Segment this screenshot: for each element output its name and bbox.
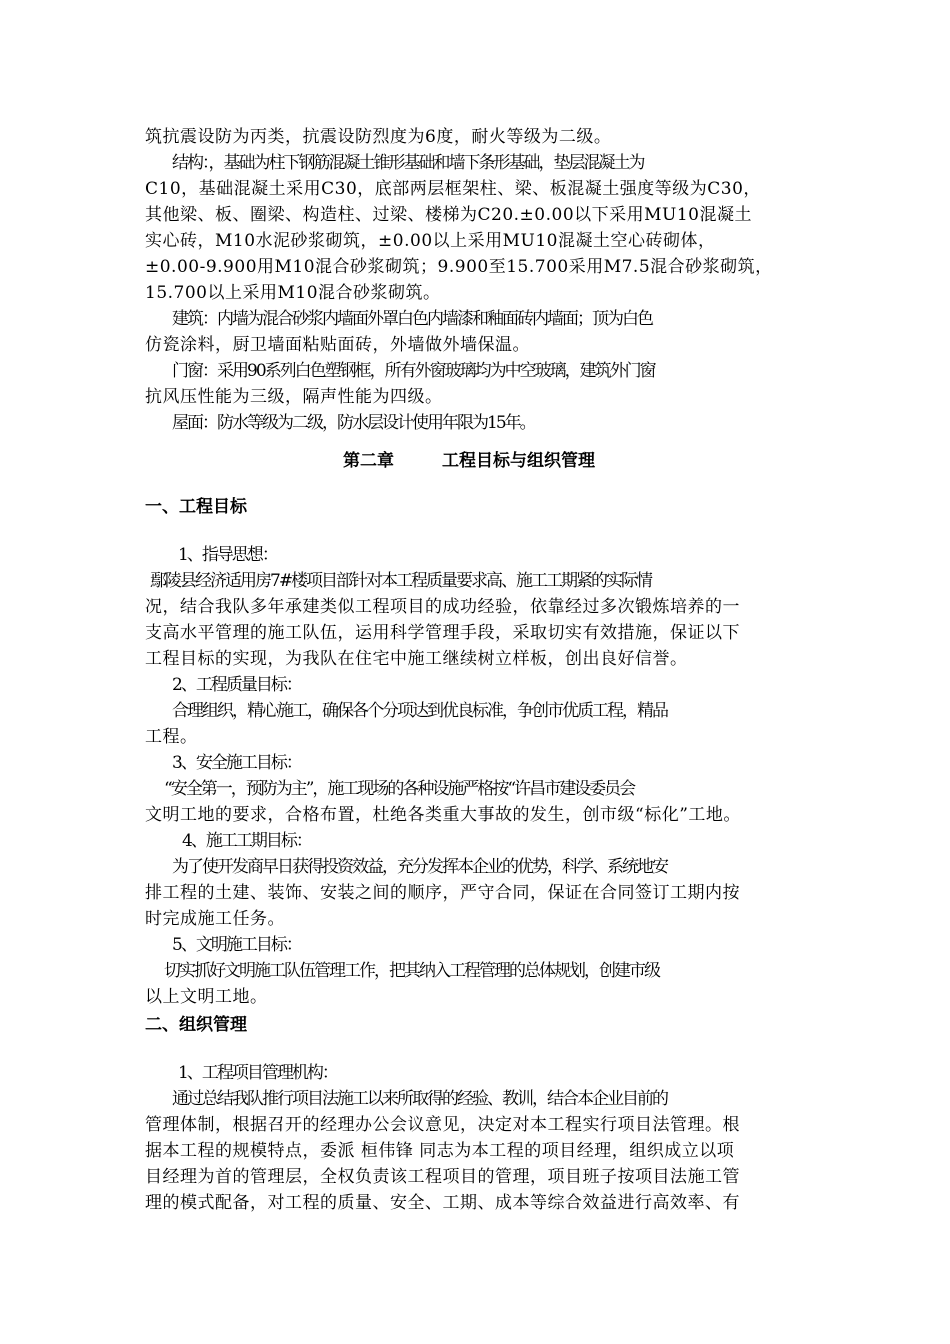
text-line: ±0.00-9.900用M10混合砂浆砌筑；9.900至15.700采用M7.5混合砂浆砌筑， — [145, 257, 773, 277]
text-line: 其他梁、板、圈梁、构造柱、过梁、楼梯为C20.±0.00以下采用MU10混凝土 — [145, 205, 753, 225]
section-heading: 一、工程目标 — [145, 497, 247, 517]
chapter-heading — [343, 448, 595, 474]
text-line: 工程。 — [145, 727, 198, 747]
text-line: 3、安全施工目标： — [172, 753, 301, 773]
text-line: 仿瓷涂料，厨卫墙面粘贴面砖，外墙做外墙保温。 — [145, 335, 530, 355]
text-line: 时完成施工任务。 — [145, 909, 285, 929]
chapter-number: 第二章 — [343, 451, 394, 471]
text-line: 以上文明工地。 — [145, 987, 268, 1007]
text-line: 文明工地的要求，合格布置，杜绝各类重大事故的发生，创市级“标化”工地。 — [145, 805, 741, 825]
text-line: 屋面：防水等级为二级，防水层设计使用年限为15年。 — [172, 413, 535, 433]
text-line: 2、工程质量目标： — [172, 675, 301, 695]
text-line: 抗风压性能为三级，隔声性能为四级。 — [145, 387, 443, 407]
text-line: 1、工程项目管理机构： — [178, 1063, 337, 1083]
text-line: 目经理为首的管理层，全权负责该工程项目的管理，项目班子按项目法施工管 — [145, 1167, 740, 1187]
text-line: 工程目标的实现，为我队在住宅中施工继续树立样板，创出良好信誉。 — [145, 649, 688, 669]
text-line: C10，基础混凝土采用C30，底部两层框架柱、梁、板混凝土强度等级为C30， — [145, 179, 761, 199]
text-line: 切实抓好文明施工队伍管理工作，把其纳入工程管理的总体规划，创建市级 — [164, 961, 659, 981]
text-line: 合理组织，精心施工，确保各个分项达到优良标准，争创市优质工程，精品 — [172, 701, 667, 721]
text-line: 鄢陵县经济适用房7#楼项目部针对本工程质量要求高、施工工期紧的实际情 — [150, 571, 652, 591]
text-line: 况，结合我队多年承建类似工程项目的成功经验，依靠经过多次锻炼培养的一 — [145, 597, 740, 617]
text-line: “安全第一，预防为主”，施工现场的各种设施严格按“许昌市建设委员会 — [164, 779, 635, 799]
text-line: 实心砖，M10水泥砂浆砌筑，±0.00以上采用MU10混凝土空心砖砌体， — [145, 231, 716, 251]
text-line: 4、施工工期目标： — [182, 831, 311, 851]
section-heading: 二、组织管理 — [145, 1015, 247, 1035]
chapter-title: 工程目标与组织管理 — [442, 451, 595, 471]
text-line: 筑抗震设防为丙类，抗震设防烈度为6度，耐火等级为二级。 — [145, 127, 612, 147]
text-line: 为了使开发商早日获得投资效益，充分发挥本企业的优势，科学、系统地安 — [172, 857, 667, 877]
text-line: 结构：，基础为柱下钢筋混凝土锥形基础和墙下条形基础，垫层混凝土为 — [172, 153, 644, 173]
text-line: 排工程的土建、装饰、安装之间的顺序，严守合同，保证在合同签订工期内按 — [145, 883, 740, 903]
text-line: 管理体制，根据召开的经理办公会议意见，决定对本工程实行项目法管理。根 — [145, 1115, 740, 1135]
text-line: 1、指导思想： — [178, 545, 277, 565]
text-line: 5、文明施工目标： — [172, 935, 301, 955]
text-line: 通过总结我队推行项目法施工以来所取得的经验、教训，结合本企业目前的 — [172, 1089, 667, 1109]
text-line: 门窗：采用90系列白色塑钢框，所有外窗玻璃均为中空玻璃，建筑外门窗 — [172, 361, 655, 381]
text-line: 支高水平管理的施工队伍，运用科学管理手段，采取切实有效措施，保证以下 — [145, 623, 740, 643]
text-line: 建筑：内墙为混合砂浆内墙面外罩白色内墙漆和釉面砖内墙面；顶为白色 — [172, 309, 652, 329]
text-line: 15.700以上采用M10混合砂浆砌筑。 — [145, 283, 441, 303]
text-line: 理的模式配备，对工程的质量、安全、工期、成本等综合效益进行高效率、有 — [145, 1193, 740, 1213]
text-line: 据本工程的规模特点，委派 桓伟锋 同志为本工程的项目经理，组织成立以项 — [145, 1141, 735, 1161]
